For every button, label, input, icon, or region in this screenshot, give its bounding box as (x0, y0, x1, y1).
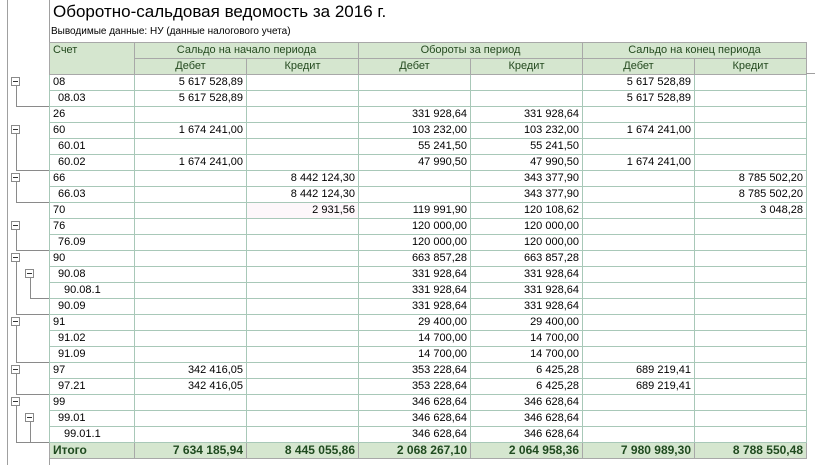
closing-debit-cell[interactable] (583, 283, 695, 299)
turnover-credit-cell[interactable]: 120 108,62 (471, 203, 583, 219)
table-row[interactable] (50, 123, 807, 139)
account-cell[interactable]: 91.02 (50, 331, 135, 347)
turnover-debit-cell[interactable]: 55 241,50 (359, 139, 471, 155)
turnover-credit-cell[interactable]: 29 400,00 (471, 315, 583, 331)
closing-debit-cell[interactable]: 689 219,41 (583, 379, 695, 395)
closing-credit-cell[interactable] (695, 395, 807, 411)
header-account: Счет (50, 43, 135, 75)
closing-debit-cell[interactable] (583, 427, 695, 443)
turnover-credit-cell[interactable]: 346 628,64 (471, 411, 583, 427)
account-cell[interactable]: 99 (50, 395, 135, 411)
closing-credit-cell[interactable] (695, 251, 807, 267)
header-closing-balance: Сальдо на конец периода (583, 43, 807, 59)
opening-credit-cell[interactable] (247, 315, 359, 331)
account-cell[interactable]: 90.09 (50, 299, 135, 315)
turnover-debit-cell[interactable]: 331 928,64 (359, 283, 471, 299)
opening-debit-cell[interactable]: 1 674 241,00 (135, 155, 247, 171)
opening-credit-cell[interactable] (247, 331, 359, 347)
turnover-credit-cell[interactable]: 55 241,50 (471, 139, 583, 155)
table-row[interactable] (50, 299, 807, 315)
turnover-credit-cell[interactable]: 331 928,64 (471, 267, 583, 283)
opening-credit-cell[interactable] (247, 347, 359, 363)
opening-credit-cell[interactable] (247, 107, 359, 123)
grouping-tree (0, 0, 49, 465)
closing-credit-cell[interactable] (695, 267, 807, 283)
table-row[interactable] (50, 187, 807, 203)
closing-credit-cell[interactable] (695, 123, 807, 139)
closing-credit-cell[interactable] (695, 139, 807, 155)
opening-debit-cell[interactable] (135, 299, 247, 315)
tree-connector-line (30, 298, 49, 299)
closing-credit-cell[interactable] (695, 219, 807, 235)
closing-credit-cell[interactable] (695, 411, 807, 427)
tree-connector-line (16, 362, 49, 363)
total-opening-credit: 8 445 055,86 (247, 443, 359, 459)
turnover-debit-cell[interactable] (359, 171, 471, 187)
closing-credit-cell[interactable] (695, 331, 807, 347)
opening-credit-cell[interactable] (247, 363, 359, 379)
turnover-debit-cell[interactable]: 119 991,90 (359, 203, 471, 219)
closing-credit-cell[interactable] (695, 315, 807, 331)
opening-debit-cell[interactable] (135, 283, 247, 299)
header-opening-debit: Дебет (135, 59, 247, 75)
header-turnover-debit: Дебет (359, 59, 471, 75)
tree-connector-line (16, 106, 49, 107)
report-title: Оборотно-сальдовая ведомость за 2016 г. (53, 2, 387, 21)
table-row[interactable] (50, 75, 807, 91)
closing-debit-cell[interactable] (583, 267, 695, 283)
turnover-debit-cell[interactable]: 47 990,50 (359, 155, 471, 171)
header-opening-credit: Кредит (247, 59, 359, 75)
total-opening-debit: 7 634 185,94 (135, 443, 247, 459)
tree-connector-line (16, 406, 17, 442)
account-cell[interactable]: 66 (50, 171, 135, 187)
closing-credit-cell[interactable] (695, 107, 807, 123)
opening-debit-cell[interactable] (135, 267, 247, 283)
table-right-tick (806, 73, 815, 74)
table-row[interactable] (50, 91, 807, 107)
closing-debit-cell[interactable]: 689 219,41 (583, 363, 695, 379)
opening-credit-cell[interactable] (247, 427, 359, 443)
opening-debit-cell[interactable] (135, 235, 247, 251)
turnover-debit-cell[interactable]: 663 857,28 (359, 251, 471, 267)
opening-debit-cell[interactable] (135, 331, 247, 347)
account-cell[interactable]: 08.03 (50, 91, 135, 107)
turnover-debit-cell[interactable] (359, 75, 471, 91)
closing-credit-cell[interactable] (695, 155, 807, 171)
header-opening-balance: Сальдо на начало периода (135, 43, 359, 59)
account-cell[interactable]: 66.03 (50, 187, 135, 203)
opening-debit-cell[interactable]: 342 416,05 (135, 363, 247, 379)
table-row[interactable] (50, 427, 807, 443)
closing-debit-cell[interactable] (583, 395, 695, 411)
table-row[interactable] (50, 235, 807, 251)
closing-credit-cell[interactable] (695, 427, 807, 443)
opening-debit-cell[interactable]: 5 617 528,89 (135, 91, 247, 107)
closing-debit-cell[interactable] (583, 299, 695, 315)
turnover-credit-cell[interactable]: 663 857,28 (471, 251, 583, 267)
opening-debit-cell[interactable] (135, 427, 247, 443)
account-cell[interactable]: 99.01 (50, 411, 135, 427)
closing-debit-cell[interactable] (583, 107, 695, 123)
turnover-credit-cell[interactable]: 103 232,00 (471, 123, 583, 139)
closing-debit-cell[interactable]: 5 617 528,89 (583, 75, 695, 91)
account-cell[interactable]: 76 (50, 219, 135, 235)
table-row[interactable] (50, 139, 807, 155)
total-turnover-credit: 2 064 958,36 (471, 443, 583, 459)
tree-connector-line (16, 170, 49, 171)
opening-credit-cell[interactable] (247, 235, 359, 251)
turnover-credit-cell[interactable] (471, 91, 583, 107)
turnover-balance-table (49, 42, 807, 459)
closing-debit-cell[interactable]: 5 617 528,89 (583, 91, 695, 107)
tree-connector-line (30, 422, 31, 442)
collapse-icon[interactable] (11, 365, 20, 374)
turnover-debit-cell[interactable]: 120 000,00 (359, 235, 471, 251)
turnover-debit-cell[interactable]: 14 700,00 (359, 331, 471, 347)
account-cell[interactable]: 26 (50, 107, 135, 123)
header-closing-debit: Дебет (583, 59, 695, 75)
closing-credit-cell[interactable] (695, 347, 807, 363)
total-row (50, 443, 807, 459)
opening-debit-cell[interactable]: 1 674 241,00 (135, 123, 247, 139)
closing-credit-cell[interactable]: 8 785 502,20 (695, 171, 807, 187)
opening-credit-cell[interactable] (247, 155, 359, 171)
closing-credit-cell[interactable] (695, 91, 807, 107)
closing-debit-cell[interactable] (583, 171, 695, 187)
opening-credit-cell[interactable] (247, 219, 359, 235)
table-bottom-border (49, 458, 50, 465)
turnover-credit-cell[interactable]: 346 628,64 (471, 395, 583, 411)
table-row[interactable] (50, 107, 807, 123)
closing-credit-cell[interactable] (695, 363, 807, 379)
opening-credit-cell[interactable]: 2 931,56 (247, 203, 359, 219)
turnover-credit-cell[interactable]: 6 425,28 (471, 363, 583, 379)
closing-credit-cell[interactable] (695, 235, 807, 251)
table-row[interactable] (50, 251, 807, 267)
turnover-credit-cell[interactable]: 331 928,64 (471, 299, 583, 315)
turnover-debit-cell[interactable]: 353 228,64 (359, 363, 471, 379)
closing-debit-cell[interactable]: 1 674 241,00 (583, 155, 695, 171)
total-turnover-debit: 2 068 267,10 (359, 443, 471, 459)
turnover-credit-cell[interactable]: 343 377,90 (471, 187, 583, 203)
closing-debit-cell[interactable] (583, 219, 695, 235)
collapse-icon[interactable] (11, 125, 20, 134)
collapse-icon[interactable] (11, 173, 20, 182)
table-row[interactable] (50, 331, 807, 347)
header-turnover-credit: Кредит (471, 59, 583, 75)
turnover-debit-cell[interactable]: 353 228,64 (359, 379, 471, 395)
closing-credit-cell[interactable] (695, 283, 807, 299)
opening-credit-cell[interactable] (247, 283, 359, 299)
opening-debit-cell[interactable]: 5 617 528,89 (135, 75, 247, 91)
tree-connector-line (30, 442, 49, 443)
turnover-credit-cell[interactable]: 331 928,64 (471, 107, 583, 123)
closing-debit-cell[interactable] (583, 139, 695, 155)
turnover-credit-cell[interactable]: 346 628,64 (471, 427, 583, 443)
opening-credit-cell[interactable]: 8 442 124,30 (247, 171, 359, 187)
account-cell[interactable]: 97 (50, 363, 135, 379)
account-cell[interactable]: 99.01.1 (50, 427, 135, 443)
opening-credit-cell[interactable] (247, 379, 359, 395)
header-turnover: Обороты за период (359, 43, 583, 59)
opening-debit-cell[interactable] (135, 347, 247, 363)
total-closing-debit: 7 980 989,30 (583, 443, 695, 459)
opening-credit-cell[interactable] (247, 75, 359, 91)
closing-debit-cell[interactable] (583, 315, 695, 331)
account-cell[interactable]: 91 (50, 315, 135, 331)
opening-debit-cell[interactable] (135, 315, 247, 331)
closing-debit-cell[interactable] (583, 187, 695, 203)
tree-connector-line (16, 134, 17, 170)
turnover-debit-cell[interactable]: 331 928,64 (359, 267, 471, 283)
tree-connector-line (16, 250, 49, 251)
opening-debit-cell[interactable] (135, 107, 247, 123)
collapse-icon[interactable] (11, 77, 20, 86)
account-cell[interactable]: 97.21 (50, 379, 135, 395)
turnover-debit-cell[interactable]: 346 628,64 (359, 427, 471, 443)
closing-debit-cell[interactable] (583, 347, 695, 363)
opening-credit-cell[interactable] (247, 139, 359, 155)
collapse-icon[interactable] (11, 317, 20, 326)
closing-debit-cell[interactable] (583, 251, 695, 267)
account-cell[interactable]: 76.09 (50, 235, 135, 251)
header-row-groups (50, 43, 807, 59)
tree-connector-line (16, 230, 17, 250)
turnover-credit-cell[interactable]: 14 700,00 (471, 347, 583, 363)
closing-debit-cell[interactable] (583, 411, 695, 427)
opening-debit-cell[interactable] (135, 187, 247, 203)
opening-credit-cell[interactable] (247, 91, 359, 107)
account-cell[interactable]: 90 (50, 251, 135, 267)
turnover-debit-cell[interactable]: 103 232,00 (359, 123, 471, 139)
opening-debit-cell[interactable] (135, 395, 247, 411)
closing-debit-cell[interactable] (583, 235, 695, 251)
collapse-icon[interactable] (11, 253, 20, 262)
table-row[interactable] (50, 219, 807, 235)
turnover-credit-cell[interactable]: 6 425,28 (471, 379, 583, 395)
turnover-debit-cell[interactable]: 346 628,64 (359, 395, 471, 411)
table-row[interactable] (50, 379, 807, 395)
opening-debit-cell[interactable] (135, 171, 247, 187)
opening-credit-cell[interactable] (247, 123, 359, 139)
table-row[interactable] (50, 155, 807, 171)
opening-debit-cell[interactable] (135, 203, 247, 219)
account-cell[interactable]: 60.01 (50, 139, 135, 155)
opening-credit-cell[interactable]: 8 442 124,30 (247, 187, 359, 203)
tree-connector-line (16, 202, 49, 203)
closing-debit-cell[interactable] (583, 331, 695, 347)
opening-debit-cell[interactable]: 342 416,05 (135, 379, 247, 395)
turnover-debit-cell[interactable]: 331 928,64 (359, 299, 471, 315)
closing-credit-cell[interactable] (695, 299, 807, 315)
closing-credit-cell[interactable] (695, 379, 807, 395)
closing-credit-cell[interactable] (695, 75, 807, 91)
opening-debit-cell[interactable] (135, 411, 247, 427)
account-cell[interactable]: 91.09 (50, 347, 135, 363)
account-cell[interactable]: 70 (50, 203, 135, 219)
opening-credit-cell[interactable] (247, 395, 359, 411)
closing-credit-cell[interactable]: 3 048,28 (695, 203, 807, 219)
turnover-debit-cell[interactable] (359, 187, 471, 203)
account-cell[interactable]: 60.02 (50, 155, 135, 171)
tree-connector-line (16, 394, 49, 395)
turnover-debit-cell[interactable]: 14 700,00 (359, 347, 471, 363)
table-row[interactable] (50, 203, 807, 219)
turnover-credit-cell[interactable]: 47 990,50 (471, 155, 583, 171)
tree-connector-line (16, 326, 17, 362)
collapse-icon[interactable] (25, 269, 34, 278)
opening-debit-cell[interactable] (135, 219, 247, 235)
collapse-icon[interactable] (11, 221, 20, 230)
turnover-credit-cell[interactable]: 120 000,00 (471, 235, 583, 251)
tree-connector-line (16, 314, 49, 315)
collapse-icon[interactable] (11, 397, 20, 406)
table-row[interactable] (50, 171, 807, 187)
table-row[interactable] (50, 411, 807, 427)
turnover-credit-cell[interactable]: 120 000,00 (471, 219, 583, 235)
tree-connector-line (16, 86, 17, 106)
account-cell[interactable]: 90.08.1 (50, 283, 135, 299)
turnover-credit-cell[interactable] (471, 75, 583, 91)
turnover-credit-cell[interactable]: 14 700,00 (471, 331, 583, 347)
opening-credit-cell[interactable] (247, 299, 359, 315)
header-row-sub (50, 59, 807, 75)
opening-credit-cell[interactable] (247, 411, 359, 427)
opening-credit-cell[interactable] (247, 267, 359, 283)
closing-debit-cell[interactable] (583, 203, 695, 219)
turnover-debit-cell[interactable]: 120 000,00 (359, 219, 471, 235)
table-row[interactable] (50, 347, 807, 363)
table-row[interactable] (50, 315, 807, 331)
opening-debit-cell[interactable] (135, 139, 247, 155)
turnover-credit-cell[interactable]: 343 377,90 (471, 171, 583, 187)
total-closing-credit: 8 788 550,48 (695, 443, 807, 459)
tree-connector-line (16, 262, 17, 314)
turnover-debit-cell[interactable]: 346 628,64 (359, 411, 471, 427)
collapse-icon[interactable] (25, 413, 34, 422)
total-label: Итого (50, 443, 135, 459)
closing-credit-cell[interactable]: 8 785 502,20 (695, 187, 807, 203)
table-row[interactable] (50, 363, 807, 379)
account-cell[interactable]: 60 (50, 123, 135, 139)
report-subtitle: Выводимые данные: НУ (данные налогового учета) (51, 26, 291, 37)
turnover-debit-cell[interactable] (359, 91, 471, 107)
account-cell[interactable]: 08 (50, 75, 135, 91)
tree-connector-line (16, 374, 17, 394)
closing-debit-cell[interactable]: 1 674 241,00 (583, 123, 695, 139)
tree-connector-line (30, 278, 31, 298)
table-row[interactable] (50, 395, 807, 411)
table-row[interactable] (50, 283, 807, 299)
turnover-debit-cell[interactable]: 331 928,64 (359, 107, 471, 123)
table-row[interactable] (50, 267, 807, 283)
header-closing-credit: Кредит (695, 59, 807, 75)
turnover-debit-cell[interactable]: 29 400,00 (359, 315, 471, 331)
tree-connector-line (16, 182, 17, 202)
account-cell[interactable]: 90.08 (50, 267, 135, 283)
opening-debit-cell[interactable] (135, 251, 247, 267)
turnover-credit-cell[interactable]: 331 928,64 (471, 283, 583, 299)
opening-credit-cell[interactable] (247, 251, 359, 267)
